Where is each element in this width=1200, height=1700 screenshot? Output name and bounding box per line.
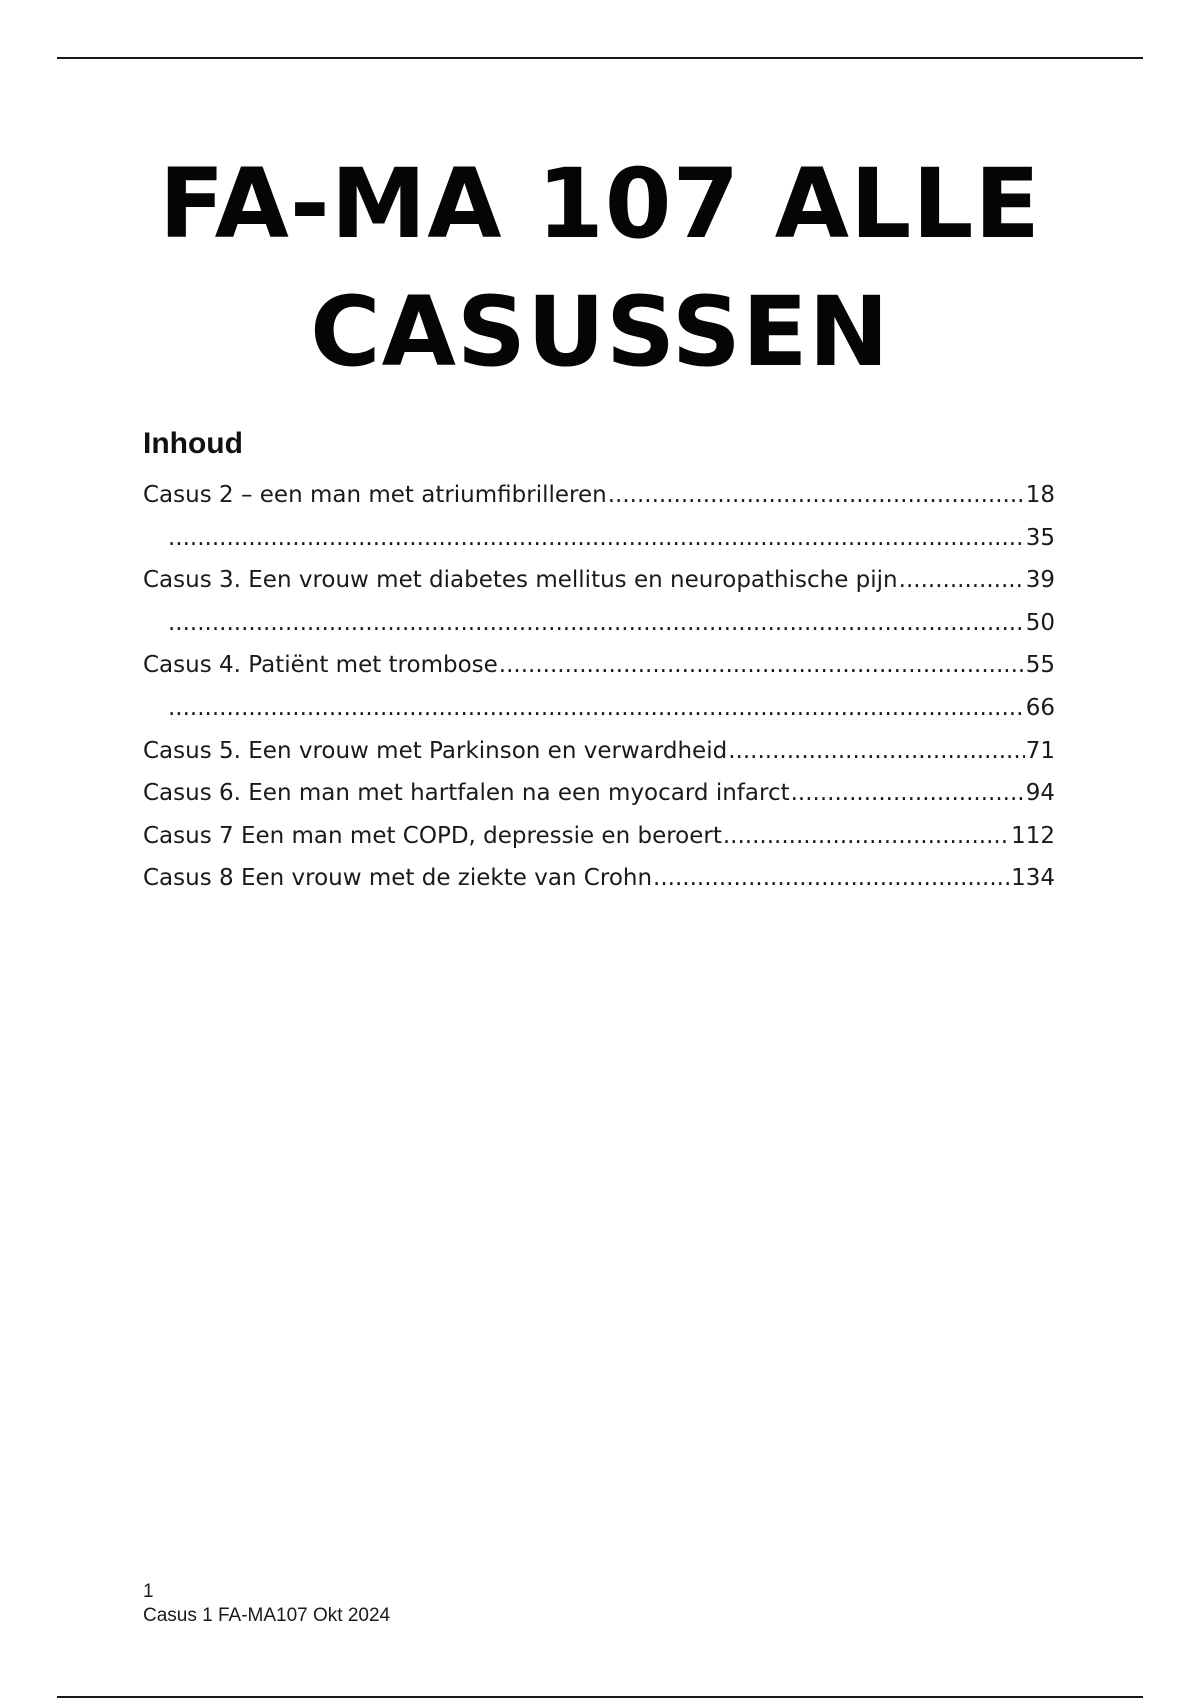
toc-entry[interactable]: [143, 602, 1055, 645]
toc-page-number: 50: [1025, 609, 1055, 636]
toc-page-number: 55: [1025, 652, 1055, 679]
toc-entry-title: Casus 4. Patiënt met trombose: [143, 652, 498, 679]
toc-dot-leader: [791, 772, 1025, 815]
toc-entry-title: Casus 5. Een vrouw met Parkinson en verwardheid: [143, 737, 728, 764]
toc-entry-title: Casus 7 Een man met COPD, depressie en beroert: [143, 822, 722, 849]
toc-dot-leader: [168, 517, 1025, 560]
toc-page-number: 94: [1025, 780, 1055, 807]
footnote-text: Casus 1 FA-MA107 Okt 2024: [143, 1605, 391, 1626]
toc-dot-leader: [728, 730, 1025, 773]
toc-dot-leader: [653, 857, 1010, 900]
toc-entry-title: Casus 6. Een man met hartfalen na een myocard infarct: [143, 780, 790, 807]
toc-heading: Inhoud: [143, 427, 243, 460]
toc-entry-title: Casus 2 – een man met atriumfibrilleren: [143, 482, 607, 508]
document-title: FA-MA 107 ALLE CASUSSEN: [159, 148, 1041, 388]
header-rule: [57, 57, 1143, 59]
footer-rule: [57, 1696, 1143, 1698]
toc-dot-leader: [899, 559, 1025, 602]
toc-dot-leader: [608, 474, 1025, 517]
toc-entry[interactable]: [143, 517, 1055, 560]
toc-page-number: 66: [1025, 694, 1055, 721]
toc-dot-leader: [723, 815, 1010, 858]
toc-page-number: 71: [1025, 737, 1055, 764]
toc-page-number: 18: [1025, 482, 1055, 508]
toc-page-number: 35: [1025, 524, 1055, 551]
toc-dot-leader: [168, 687, 1025, 730]
footnote: [143, 1580, 390, 1628]
toc-page-number: 134: [1011, 865, 1055, 892]
toc-entry[interactable]: [143, 644, 1055, 687]
footnote-number: 1: [143, 1581, 154, 1602]
toc-entry-title: Casus 8 Een vrouw met de ziekte van Crohn: [143, 865, 653, 892]
toc-page-number: 39: [1025, 567, 1055, 594]
toc-entry[interactable]: [143, 772, 1055, 815]
toc-entry[interactable]: [143, 857, 1055, 900]
toc-entry-title: Casus 3. Een vrouw met diabetes mellitus en neuropathische pijn: [143, 567, 898, 594]
toc-dot-leader: [168, 602, 1025, 645]
toc-entry[interactable]: [143, 687, 1055, 730]
toc-dot-leader: [499, 644, 1025, 687]
toc-entry[interactable]: [143, 474, 1055, 517]
toc-page-number: 112: [1011, 822, 1055, 849]
toc-entry[interactable]: [143, 815, 1055, 858]
toc-entry[interactable]: [143, 559, 1055, 602]
toc-entry[interactable]: [143, 730, 1055, 773]
table-of-contents: [143, 474, 1055, 900]
